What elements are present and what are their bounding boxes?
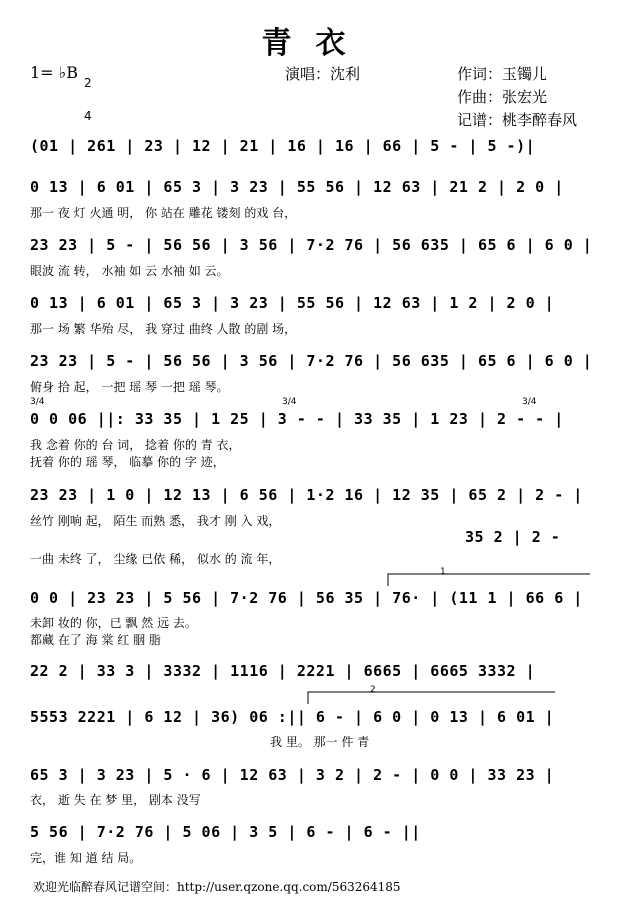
row-5-notes: 23 23 | 5 - | 56 56 | 3 56 | 7·2 76 | 56 635 | 65 6 | 6 0 |: [30, 352, 593, 370]
row-11-notes: 5553 2221 | 6 12 | 36) 06 :|| 6 - | 6 0 | 0 13 | 6 01 |: [30, 708, 555, 726]
row-13-lyrics: 完，谁 知 道 结 局。: [30, 851, 142, 865]
singer: 演唱：沈利: [285, 65, 361, 83]
volta-1-number: 1: [440, 567, 446, 577]
time-change-3-4-a: 3/4: [30, 397, 45, 407]
time-change-3-4-c: 3/4: [522, 397, 537, 407]
key-signature: 1= ♭B: [30, 63, 78, 82]
row-3-notes: 23 23 | 5 - | 56 56 | 3 56 | 7·2 76 | 56 635 | 65 6 | 6 0 |: [30, 236, 593, 254]
row-9-lyrics-verse-2: 都藏 在了 海 棠 红 胭 脂: [30, 633, 161, 647]
row-6-lyrics-verse-1: 我 念着 你的 台 词， 捻着 你的 青 衣，: [30, 438, 241, 452]
row-10-notes: 22 2 | 33 3 | 3332 | 1116 | 2221 | 6665 | 6665 3332 |: [30, 662, 536, 680]
row-7-lyrics: 丝竹 刚响 起， 陌生 而熟 悉， 我才 刚 入 戏，: [30, 514, 281, 528]
row-3-lyrics: 眼波 流 转， 水袖 如 云 水袖 如 云。: [30, 264, 229, 278]
page-title: 青衣: [261, 26, 370, 61]
row-12-notes: 65 3 | 3 23 | 5 · 6 | 12 63 | 3 2 | 2 - | 0 0 | 33 23 |: [30, 766, 555, 784]
row-5-lyrics: 俯身 拾 起， 一把 瑶 琴 一把 瑶 琴。: [30, 380, 229, 394]
row-9-notes: 0 0 | 23 23 | 5 56 | 7·2 76 | 56 35 | 76· | (11 1 | 66 6 |: [30, 589, 583, 607]
volta-2-number: 2: [370, 685, 376, 695]
time-change-3-4-b: 3/4: [282, 397, 297, 407]
volta-2-bracket: [308, 692, 555, 704]
row-8-lyrics: 一曲 未终 了， 尘缘 已依 稀， 似水 的 流 年，: [30, 552, 281, 566]
row-4-notes: 0 13 | 6 01 | 65 3 | 3 23 | 55 56 | 12 63 | 1 2 | 2 0 |: [30, 294, 555, 312]
volta-1-bracket: [388, 574, 590, 586]
row-8-notes: 35 2 | 2 -: [465, 528, 561, 546]
row-11-lyrics: 我 里。 那一 件 青: [270, 735, 370, 749]
row-6-lyrics-verse-2: 抚着 你的 瑶 琴， 临摹 你的 字 迹，: [30, 455, 225, 469]
row-12-lyrics: 衣， 逝 失 在 梦 里， 剧本 没写: [30, 793, 201, 807]
row-1-notes: (01 | 261 | 23 | 12 | 21 | 16 | 16 | 66 | 5 - | 5 -)|: [30, 137, 536, 155]
row-4-lyrics: 那一 场 繁 华殆 尽， 我 穿过 曲终 人散 的剧 场，: [30, 322, 297, 336]
row-2-lyrics: 那一 夜 灯 火通 明， 你 站在 雕花 镂刻 的戏 台，: [30, 206, 297, 220]
time-signature-top: 2: [84, 76, 92, 90]
transcriber: 记谱：桃李醉春风: [457, 111, 578, 129]
row-13-notes: 5 56 | 7·2 76 | 5 06 | 3 5 | 6 - | 6 - ||: [30, 823, 421, 841]
lyricist: 作词：玉镯儿: [457, 65, 548, 83]
footer-text: 欢迎光临醉春风记谱空间：http://user.qzone.qq.com/563264185: [33, 880, 401, 894]
row-6-notes: 0 0 06 ||: 33 35 | 1 25 | 3 - - | 33 35 | 1 23 | 2 - - |: [30, 410, 564, 428]
row-2-notes: 0 13 | 6 01 | 65 3 | 3 23 | 55 56 | 12 63 | 21 2 | 2 0 |: [30, 178, 564, 196]
row-9-lyrics-verse-1: 未卸 妆的 你，已 飘 然 远 去。: [30, 616, 197, 630]
time-signature-bottom: 4: [84, 109, 92, 123]
row-7-notes: 23 23 | 1 0 | 12 13 | 6 56 | 1·2 16 | 12 35 | 65 2 | 2 - |: [30, 486, 583, 504]
composer: 作曲：张宏光: [457, 88, 548, 106]
